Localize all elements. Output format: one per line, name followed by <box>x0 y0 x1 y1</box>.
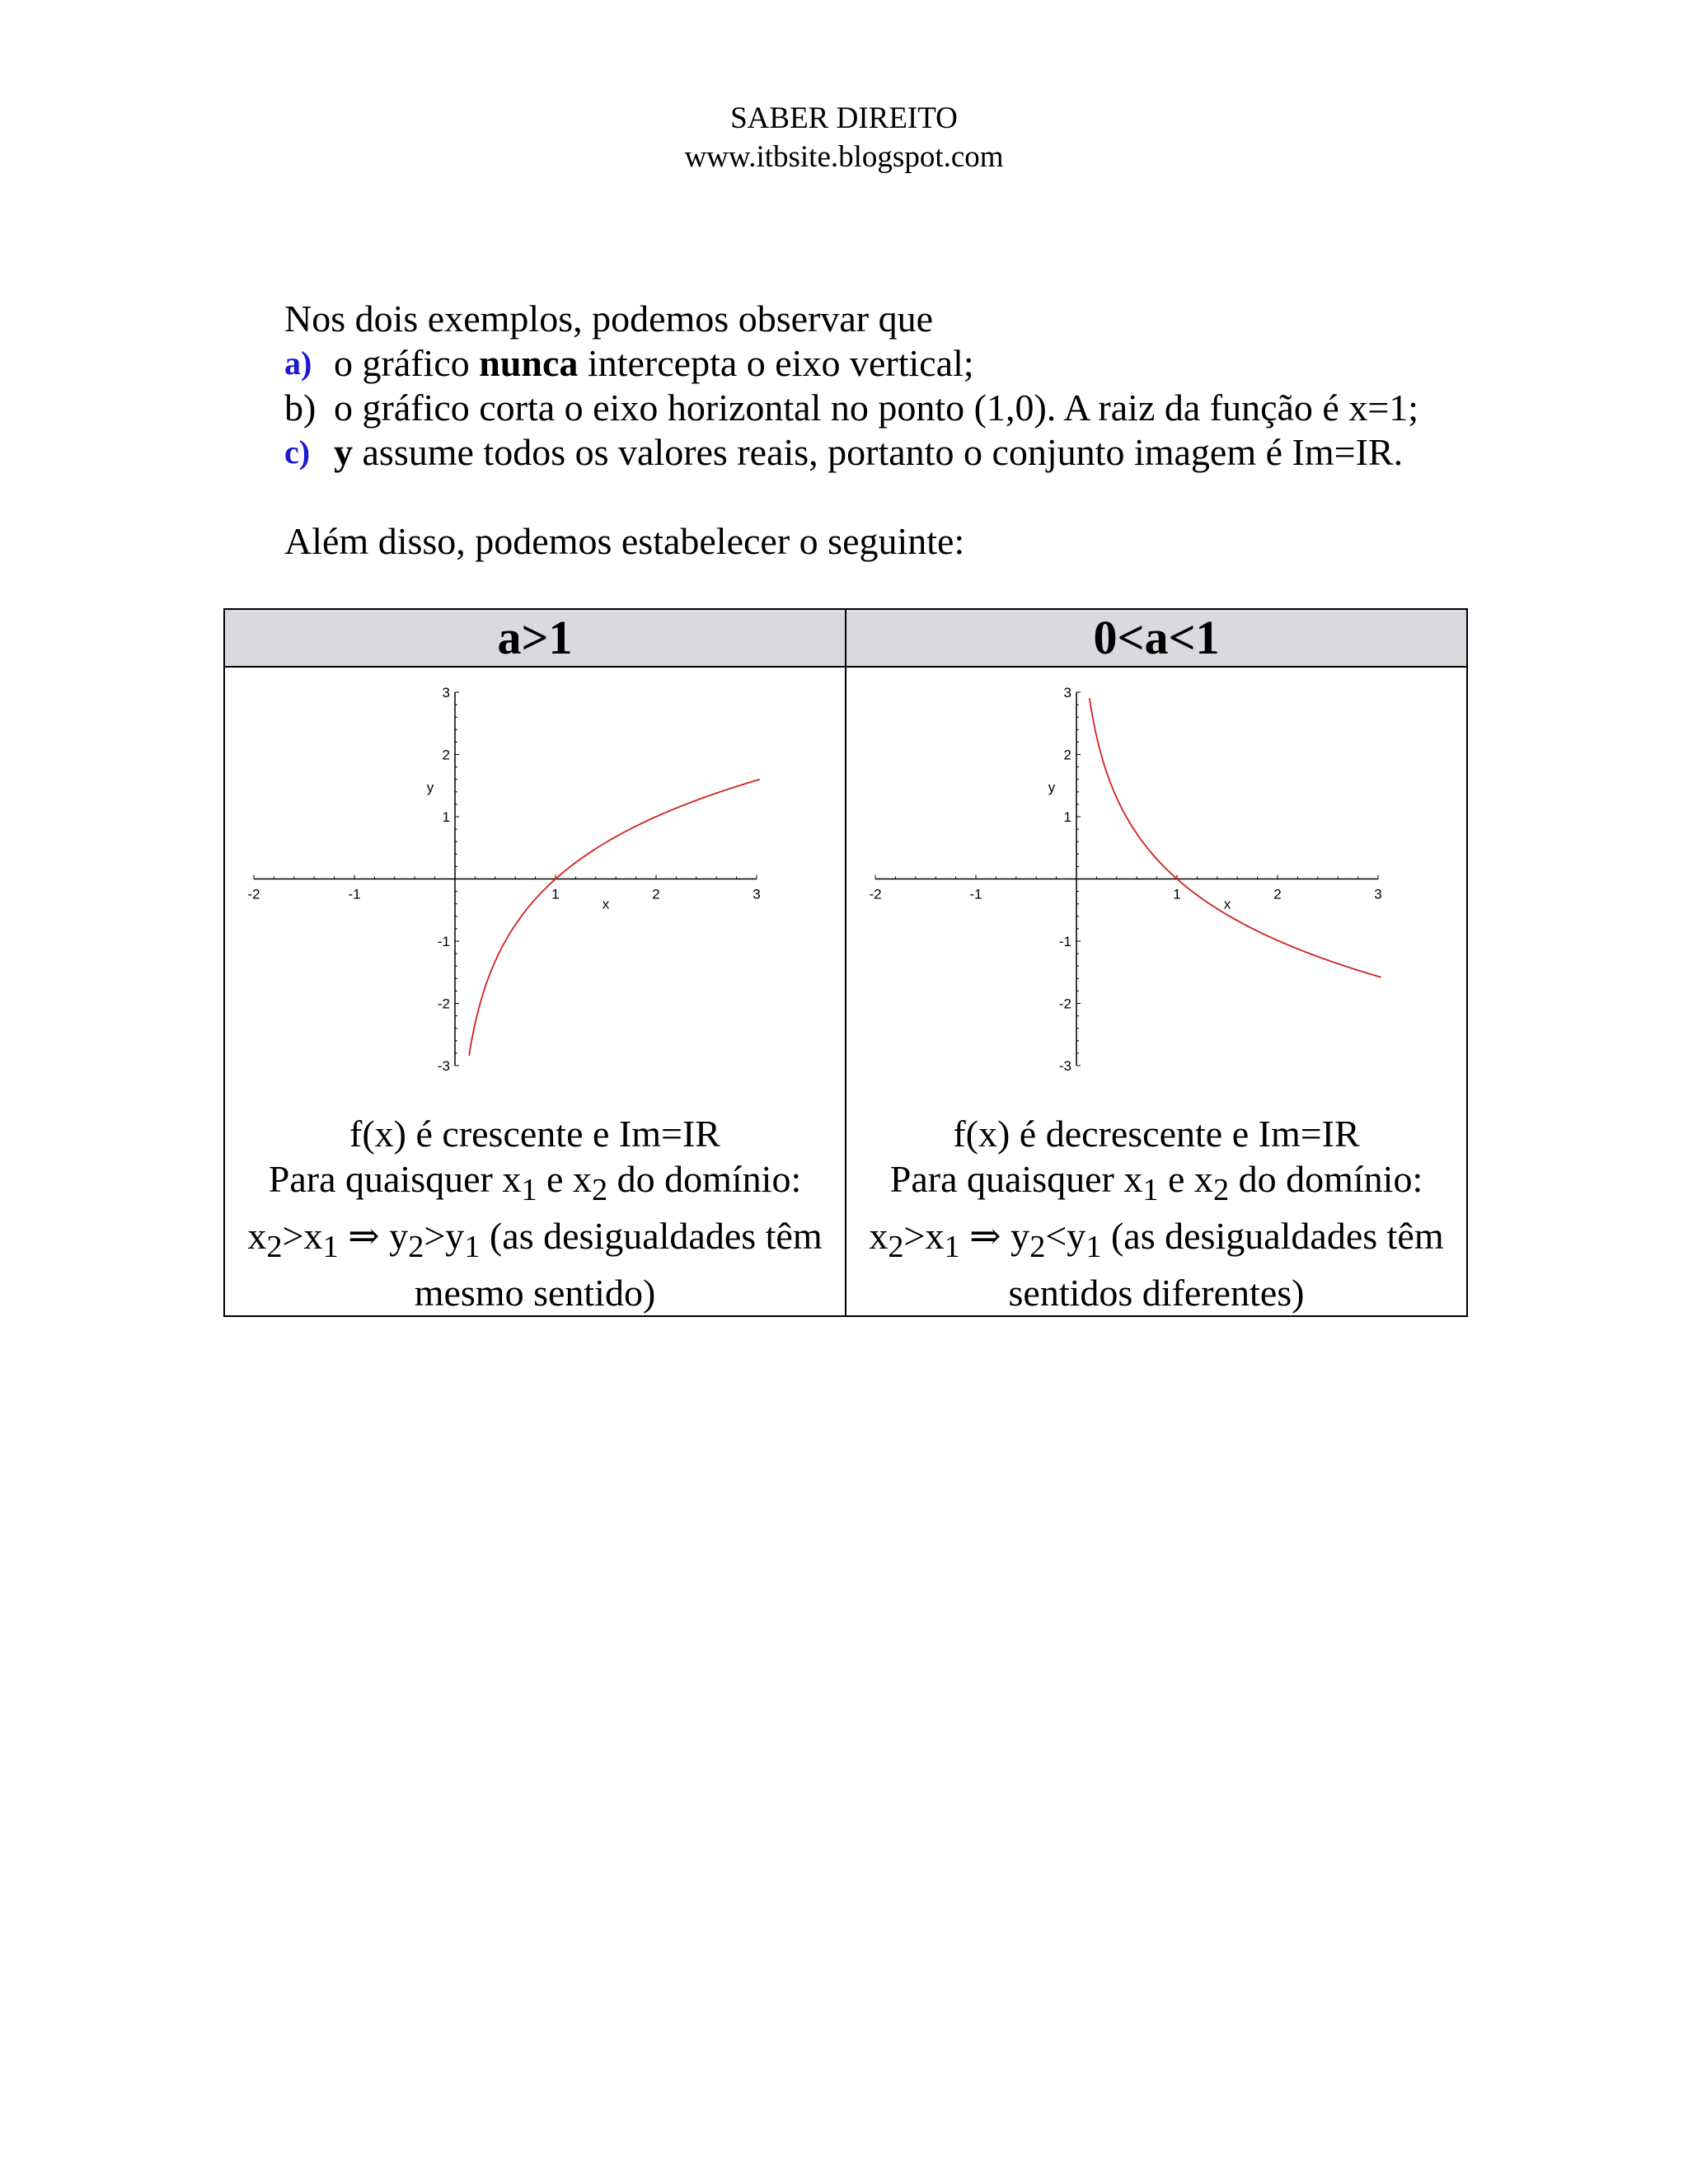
observation-c-text: y assume todos os valores reais, portanto o conjunto imagem é Im=IR. <box>334 431 1404 473</box>
x-tick-label: 2 <box>652 886 660 902</box>
x-tick-label: 3 <box>753 886 761 902</box>
x-tick-label: 1 <box>551 886 560 902</box>
header-url: www.itbsite.blogspot.com <box>684 140 1004 174</box>
y-tick-label: -3 <box>437 1058 450 1074</box>
y-tick-label: 2 <box>442 747 450 763</box>
col2-cell <box>846 667 1467 1316</box>
y-tick-label: -3 <box>1058 1058 1071 1074</box>
col1-cell <box>224 667 846 1316</box>
x-tick-label: -1 <box>348 886 361 902</box>
y-tick-label: -1 <box>1058 934 1071 949</box>
intro-block <box>284 297 1521 475</box>
y-tick-label: 1 <box>1063 809 1071 825</box>
x-axis-label: x <box>1223 896 1231 912</box>
y-tick-label: 3 <box>442 685 450 701</box>
intro-sentence: Nos dois exemplos, podemos observar que <box>284 298 933 340</box>
y-tick-label: 3 <box>1063 685 1071 701</box>
y-tick-label: -2 <box>437 996 450 1012</box>
x-tick-label: -1 <box>969 886 982 902</box>
x-tick-label: -2 <box>869 886 882 902</box>
observation-a-text: o gráfico nunca intercepta o eixo vertical; <box>334 342 974 384</box>
marker-b: b) <box>284 387 316 429</box>
col2-header: 0<a<1 <box>846 609 1467 667</box>
y-tick-label: -1 <box>437 934 450 949</box>
curve-line <box>469 780 760 1056</box>
y-tick-label: 2 <box>1063 747 1071 763</box>
x-tick-label: 1 <box>1173 886 1181 902</box>
x-tick-label: -2 <box>247 886 260 902</box>
x-axis-label: x <box>602 896 610 912</box>
header-title: SABER DIREITO <box>730 101 958 135</box>
x-tick-label: 3 <box>1374 886 1382 902</box>
observation-a <box>284 341 1521 386</box>
increasing-log-chart <box>225 668 845 1096</box>
marker-c: c) <box>284 434 311 471</box>
y-axis-label: y <box>1048 779 1056 795</box>
observation-b-text: o gráfico corta o eixo horizontal no ponto (1,0). A raiz da função é x=1; <box>334 387 1419 429</box>
y-tick-label: 1 <box>442 809 450 825</box>
col1-caption: f(x) é crescente e Im=IR Para quaisquer $x_1$ e $x_2$ do domínio: $x_2>x_1$ ⇒ $y_2>y_1$ (as desigualdades têm mesmo sentido) <box>247 1113 823 1315</box>
y-axis-label: y <box>426 779 434 795</box>
x-tick-label: 2 <box>1273 886 1282 902</box>
col1-header: a>1 <box>224 609 846 667</box>
transition-sentence: Além disso, podemos estabelecer o seguinte: <box>284 520 965 562</box>
decreasing-log-chart <box>846 668 1466 1096</box>
marker-a: a) <box>284 344 312 382</box>
curve-line <box>1090 698 1381 977</box>
comparison-table <box>223 608 1468 1317</box>
observation-c <box>284 430 1521 475</box>
y-tick-label: -2 <box>1058 996 1071 1012</box>
observation-b <box>284 386 1521 430</box>
col2-caption: f(x) é decrescente e Im=IR Para quaisquer $x_1$ e $x_2$ do domínio: $x_2>x_1$ ⇒ $y_2<y_1$ (as desigualdades têm sentidos diferentes) <box>869 1113 1444 1315</box>
